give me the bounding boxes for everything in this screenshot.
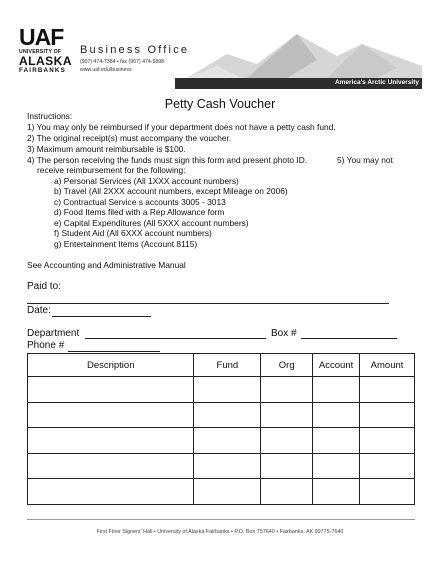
business-office-title: Business Office [80,44,190,56]
phone-label: Phone # [27,340,65,351]
uaf-logo [17,26,77,78]
footer-divider [27,519,415,520]
cell-org[interactable] [261,428,313,454]
exclusion-item: a) Personal Services (All 1XXX account numbers) [54,176,239,186]
cell-account[interactable] [313,402,360,428]
cell-amount[interactable] [360,453,415,479]
column-header-org: Org [261,354,313,377]
exclusion-item: f) Student Aid (All 6XXX account numbers) [54,228,212,238]
logo-university-of: UNIVERSITY OF [19,49,62,55]
cell-fund[interactable] [194,402,261,428]
column-header-account: Account [313,354,360,377]
footer-address: First Floor Signers' Hall • University of Alaska Fairbanks • P.O. Box 757640 • Fairbanks, AK 99775-7640 [96,529,344,535]
cell-amount[interactable] [360,377,415,403]
department-label: Department [27,328,80,339]
cell-org[interactable] [261,377,313,403]
exclusion-item: e) Capital Expenditures (All 5XXX account numbers) [54,218,249,228]
cell-description[interactable] [28,428,194,454]
phone-line[interactable] [68,351,160,352]
cell-amount[interactable] [360,479,415,505]
logo-fairbanks: FAIRBANKS [19,67,66,74]
cell-org[interactable] [261,402,313,428]
column-header-amount: Amount [360,354,415,377]
cell-account[interactable] [313,479,360,505]
cell-fund[interactable] [194,479,261,505]
instruction-item: 2) The original receipt(s) must accompany the voucher. [27,133,232,143]
cell-fund[interactable] [194,377,261,403]
cell-description[interactable] [28,377,194,403]
table-header-row [28,354,415,377]
instruction-item: 1) You may only be reimbursed if your department does not have a petty cash fund. [27,122,336,132]
cell-account[interactable] [313,428,360,454]
date-label: Date: [27,305,51,316]
page-title: Petty Cash Voucher [164,97,276,111]
cell-description[interactable] [28,402,194,428]
paid-to-label: Paid to: [27,281,61,292]
instruction-item-5-cont: receive reimbursement for the following: [37,165,186,175]
cell-amount[interactable] [360,402,415,428]
table-row [28,479,415,505]
cell-amount[interactable] [360,428,415,454]
exclusion-item: c) Contractual Service s accounts 3005 - 3013 [54,197,226,207]
box-line[interactable] [301,338,397,339]
table-row [28,428,415,454]
logo-uaf-text: UAF [19,24,64,50]
paid-to-line[interactable] [27,303,389,304]
website-link[interactable]: www.uaf.edu/business [80,67,132,73]
department-line[interactable] [85,338,266,339]
expense-table [27,353,415,505]
logo-alaska: ALASKA [19,54,72,68]
manual-reference: See Accounting and Administrative Manual [27,260,186,270]
box-label: Box # [271,328,297,339]
cell-description[interactable] [28,453,194,479]
cell-description[interactable] [28,479,194,505]
contact-phones: (907) 474-7384 • fax (907) 474-5898 [80,59,165,65]
cell-org[interactable] [261,479,313,505]
table-row [28,453,415,479]
table-row [28,377,415,403]
tagline-bar [175,78,422,89]
column-header-description: Description [28,354,194,377]
instruction-item-5-start: 5) You may not [337,155,393,165]
exclusion-item: g) Entertainment Items (Account 8115) [54,239,198,249]
cell-account[interactable] [313,377,360,403]
instruction-item: 3) Maximum amount reimbursable is $100. [27,144,186,154]
cell-account[interactable] [313,453,360,479]
exclusion-item: d) Food Items filed with a Rep Allowance form [54,207,225,217]
table-row [28,402,415,428]
date-line[interactable] [52,316,151,317]
cell-fund[interactable] [194,453,261,479]
cell-fund[interactable] [194,428,261,454]
exclusion-item: b) Travel (All 2XXX account numbers, except Mileage on 2006) [54,186,288,196]
cell-org[interactable] [261,453,313,479]
instructions-heading: Instructions: [27,111,73,121]
instruction-item: 4) The person receiving the funds must sign this form and present photo ID. [27,155,308,165]
column-header-fund: Fund [194,354,261,377]
tagline-text: America's Arctic University [334,79,419,86]
letterhead [17,26,422,90]
